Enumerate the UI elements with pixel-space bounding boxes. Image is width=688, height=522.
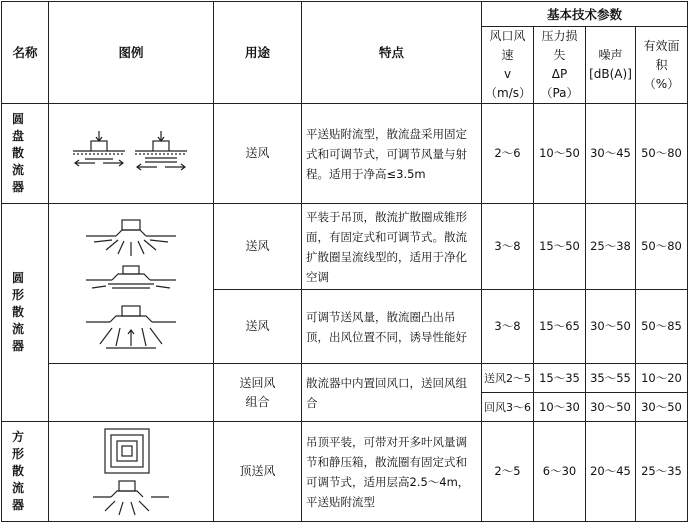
usage-cell: 送风 — [214, 290, 302, 364]
features-cell: 散流器中内置回风口，送回风组合 — [302, 364, 482, 422]
col-header-figure: 图例 — [49, 2, 214, 104]
noise-cell: 25～38 — [586, 204, 636, 290]
table-row — [2, 104, 688, 204]
pressure-cell: 15～35 — [534, 364, 586, 393]
area-unit: （%） — [643, 76, 680, 91]
pressure-cell: 10～50 — [534, 104, 586, 204]
pressure-cell: 15～50 — [534, 204, 586, 290]
col-header-params-group: 基本技术参数 — [482, 2, 688, 27]
velocity-cell: 3～8 — [482, 204, 534, 290]
features-cell: 平送贴附流型，散流盘采用固定式和可调节式，可调节风量与射程。适用于净高≤3.5m — [302, 104, 482, 204]
area-label: 有效面积 — [643, 38, 680, 72]
velocity-cell: 2～6 — [482, 104, 534, 204]
features-cell: 吊顶平装，可带对开多叶风量调节和静压箱，散流圈有固定式和可调节式，适用层高2.5～4m，平送贴附流型 — [302, 422, 482, 522]
col-header-pressure — [534, 27, 586, 104]
round-diffuser-icon — [76, 214, 186, 354]
area-cell: 10～20 — [636, 364, 688, 393]
area-cell: 50～80 — [636, 104, 688, 204]
col-header-name: 名称 — [2, 2, 49, 104]
noise-cell: 30～50 — [586, 290, 636, 364]
velocity-cell: 回风3～6 — [482, 393, 534, 422]
velocity-unit: v（m/s） — [485, 67, 531, 100]
noise-unit: [dB(A)] — [589, 67, 632, 81]
figure-cell — [49, 104, 214, 204]
pressure-cell: 15～65 — [534, 290, 586, 364]
figure-cell — [49, 422, 214, 522]
header-row-1 — [2, 2, 688, 27]
usage-cell: 顶送风 — [214, 422, 302, 522]
col-header-usage: 用途 — [214, 2, 302, 104]
area-cell: 25～35 — [636, 422, 688, 522]
noise-cell: 35～55 — [586, 364, 636, 393]
velocity-cell: 3～8 — [482, 290, 534, 364]
row-name-round: 圆 形 散 流 器 — [2, 204, 49, 422]
figure-cell — [49, 204, 214, 364]
area-cell: 50～80 — [636, 204, 688, 290]
row-name-disc: 圆 盘 散 流 器 — [2, 104, 49, 204]
figure-cell-empty — [49, 364, 214, 422]
table-row — [2, 422, 688, 522]
area-cell: 30～50 — [636, 393, 688, 422]
col-header-features: 特点 — [302, 2, 482, 104]
features-cell: 平装于吊顶，散流扩散圈成锥形面，有固定式和可调节式。散流扩散圈呈流线型的，适用于净化空调 — [302, 204, 482, 290]
col-header-area — [636, 27, 688, 104]
area-cell: 50～85 — [636, 290, 688, 364]
pressure-cell: 10～30 — [534, 393, 586, 422]
col-header-noise — [586, 27, 636, 104]
table-row — [2, 204, 688, 290]
noise-cell: 20～45 — [586, 422, 636, 522]
noise-label: 噪声 — [598, 48, 623, 62]
noise-cell: 30～50 — [586, 393, 636, 422]
col-header-velocity — [482, 27, 534, 104]
velocity-label: 风口风速 — [489, 29, 526, 62]
diffuser-spec-table — [1, 1, 688, 522]
velocity-cell: 送风2～5 — [482, 364, 534, 393]
pressure-label: 压力损失 — [541, 29, 578, 62]
square-diffuser-icon — [91, 427, 171, 517]
usage-cell: 送风 — [214, 204, 302, 290]
features-cell: 可调节送风量，散流圈凸出吊顶，出风位置不同，诱导性能好 — [302, 290, 482, 364]
velocity-cell: 2～5 — [482, 422, 534, 522]
pressure-cell: 6～30 — [534, 422, 586, 522]
pressure-unit: ΔP（Pa） — [540, 67, 579, 100]
noise-cell: 30～45 — [586, 104, 636, 204]
usage-cell: 送回风 组合 — [214, 364, 302, 422]
table-row — [2, 364, 688, 393]
row-name-square: 方 形 散 流 器 — [2, 422, 49, 522]
disc-diffuser-icon — [71, 129, 191, 179]
usage-cell: 送风 — [214, 104, 302, 204]
